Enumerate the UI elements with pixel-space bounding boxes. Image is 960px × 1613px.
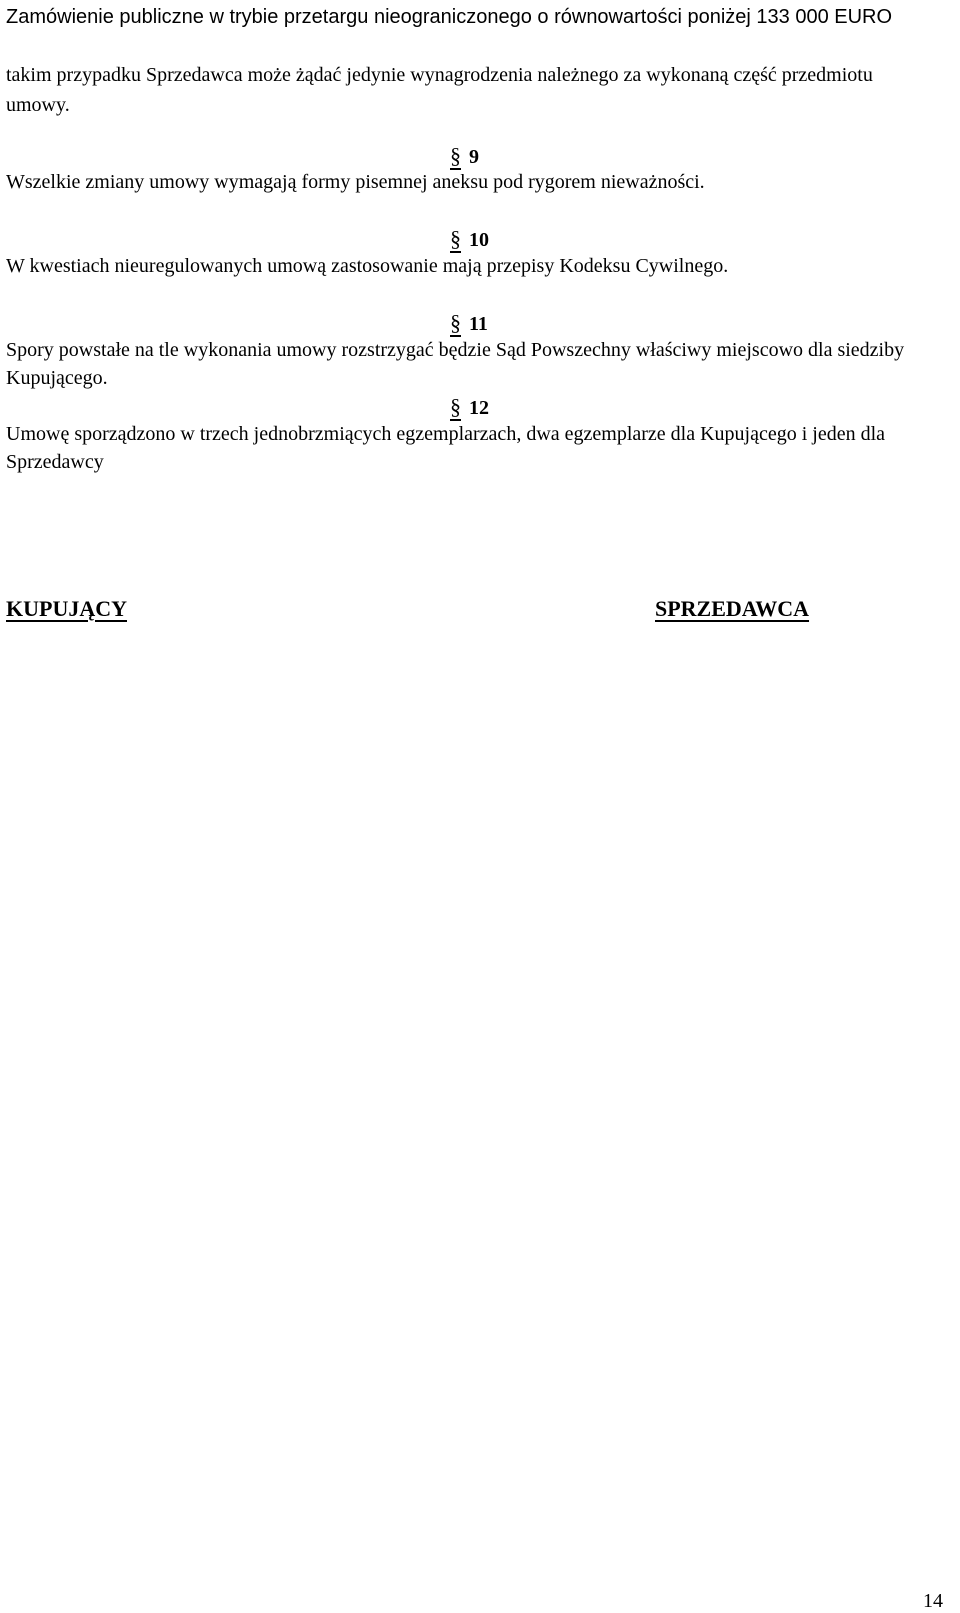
- section-number: 12: [469, 397, 489, 419]
- section-heading-9: [450, 144, 479, 169]
- signature-seller: SPRZEDAWCA: [655, 596, 810, 621]
- paragraph-continuation: takim przypadku Sprzedawca może żądać jedynie wynagrodzenia należnego za wykonaną część przedmiotu umowy.: [6, 64, 873, 116]
- section-sign-icon: §: [450, 394, 461, 419]
- section-sign-icon: §: [450, 143, 461, 168]
- section-text-11: Spory powstałe na tle wykonania umowy rozstrzygać będzie Sąd Powszechny właściwy miejscowo dla siedziby Kupującego.: [6, 339, 905, 389]
- section-sign-icon: §: [450, 226, 461, 251]
- section-text-9: Wszelkie zmiany umowy wymagają formy pisemnej aneksu pod rygorem nieważności.: [6, 171, 705, 193]
- section-text-12: Umowę sporządzono w trzech jednobrzmiących egzemplarzach, dwa egzemplarze dla Kupującego i jeden dla Sprzedawcy: [6, 423, 886, 473]
- section-heading-10: [450, 227, 489, 252]
- section-heading-11: [450, 311, 488, 336]
- document-header: Zamówienie publiczne w trybie przetargu nieograniczonego o równowartości poniżej 133 000 EURO: [6, 6, 893, 28]
- section-sign-icon: §: [450, 310, 461, 335]
- section-number: 11: [469, 313, 488, 335]
- page-number: 14: [923, 1590, 943, 1612]
- section-number: 10: [469, 229, 489, 251]
- section-text-10: W kwestiach nieuregulowanych umową zastosowanie mają przepisy Kodeksu Cywilnego.: [6, 255, 729, 277]
- signature-buyer: KUPUJĄCY: [6, 596, 127, 621]
- section-heading-12: [450, 395, 489, 420]
- section-number: 9: [469, 146, 479, 168]
